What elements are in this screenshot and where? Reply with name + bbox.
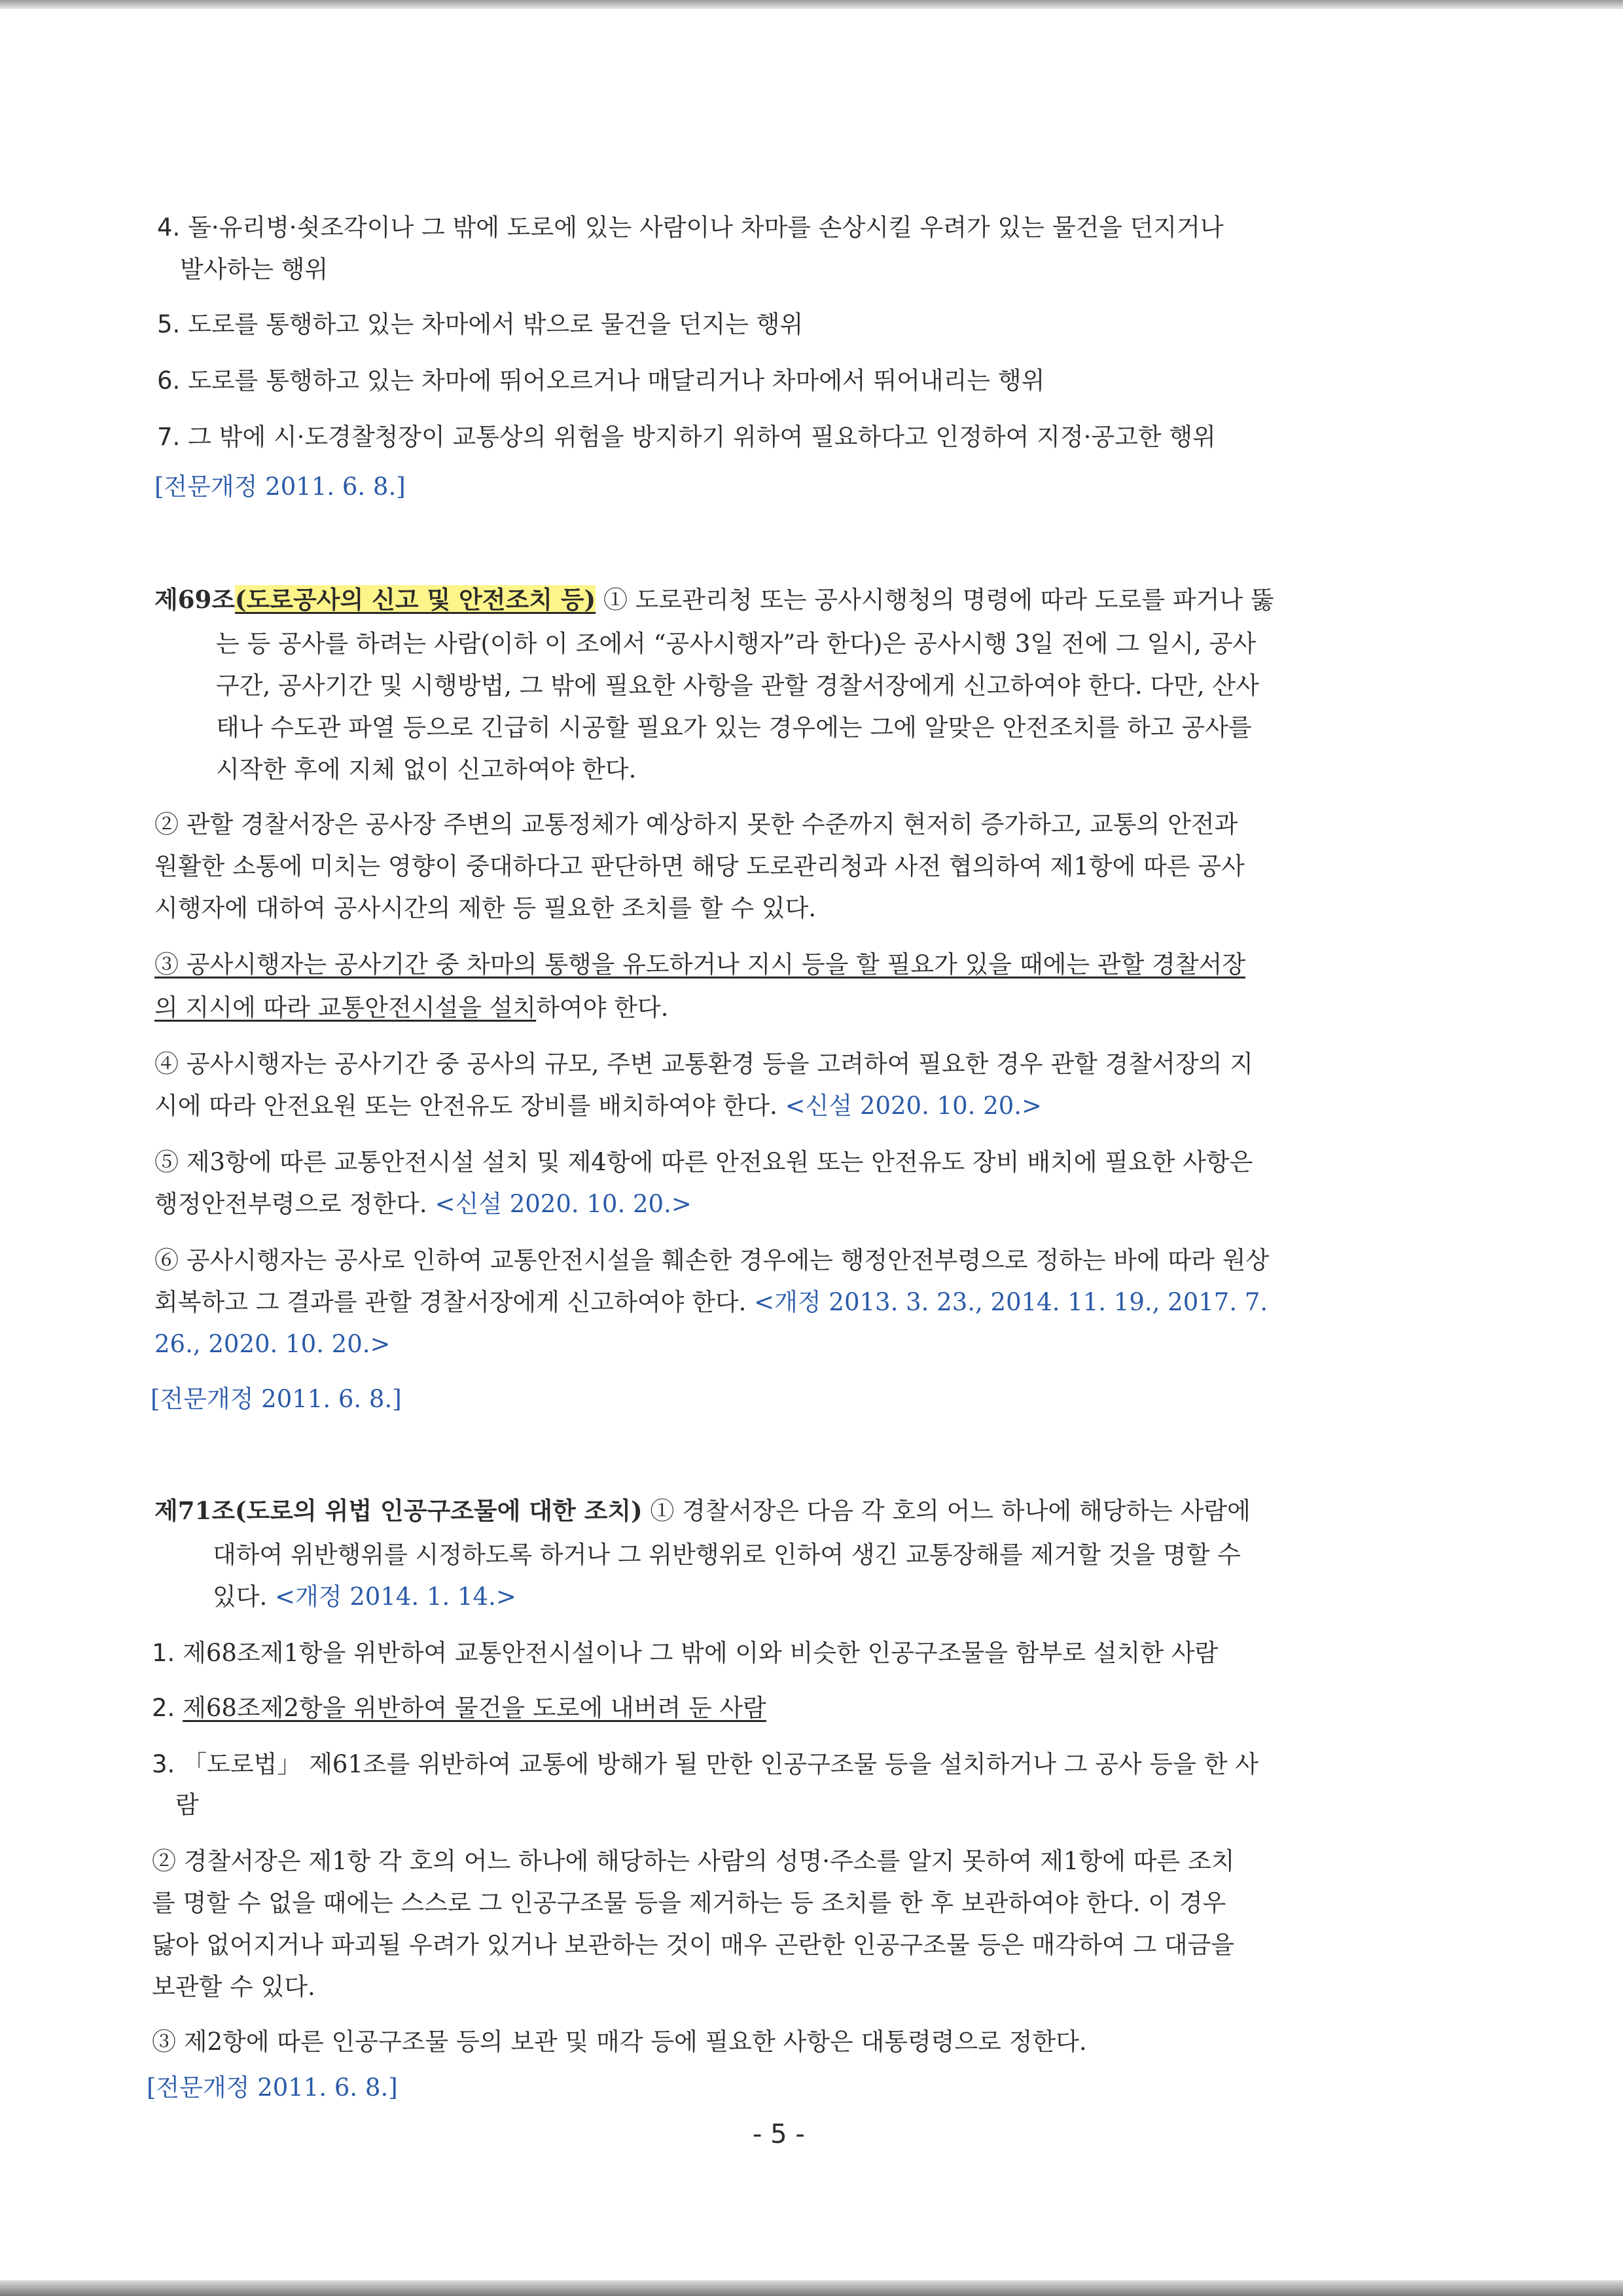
item-number: 1. [152,1639,175,1667]
item-number: 3. [152,1750,175,1778]
article-71-heading [154,1492,1251,1530]
paragraph-text: 행정안전부령으로 정한다. [154,1190,427,1218]
article-69-p5-line1: ⑤ 제3항에 따른 교통안전시설 설치 및 제4항에 따른 안전요원 또는 안전유도 장비 배치에 필요한 사항은 [154,1148,1253,1176]
article-title: (도로의 위법 인공구조물에 대한 조치) [234,1496,643,1525]
article-69-p6-line1: ⑥ 공사시행자는 공사로 인하여 교통안전시설을 훼손한 경우에는 행정안전부령으로 정하는 바에 따라 원상 [154,1246,1270,1274]
article-69-p6-line2 [154,1284,1268,1321]
item-text: 제68조제1항을 위반하여 교통안전시설이나 그 밖에 이와 비슷한 인공구조물을 함부로 설치한 사람 [183,1639,1219,1667]
item-number: 5. [157,310,181,338]
page-number: - 5 - [753,2119,805,2149]
item-text: 도로를 통행하고 있는 차마에서 밖으로 물건을 던지는 행위 [188,310,804,338]
art71-item-1 [152,1635,1218,1672]
amendment-note: <신설 2020. 10. 20.> [785,1092,1043,1120]
article-69-p2-line: ② 관할 경찰서장은 공사장 주변의 교통정체가 예상하지 못한 수준까지 현저히 증가하고, 교통의 안전과 [154,810,1238,838]
article-69-heading [154,581,1274,619]
amendment-note: <개정 2013. 3. 23., 2014. 11. 19., 2017. 7. [754,1288,1268,1316]
paragraph-text: 회복하고 그 결과를 관할 경찰서장에게 신고하여야 한다. [154,1288,747,1316]
paragraph-text: ① 경찰서장은 다음 각 호의 어느 하나에 해당하는 사람에 [650,1497,1251,1525]
article-69-p3-line1: ③ 공사시행자는 공사기간 중 차마의 통행을 유도하거나 지시 등을 할 필요가 있을 때에는 관할 경찰서장 [154,950,1246,978]
article-69-p5-line2 [154,1186,692,1223]
item-number: 2. [152,1694,175,1722]
article-69-p4-line1: ④ 공사시행자는 공사기간 중 공사의 규모, 주변 교통환경 등을 고려하여 필요한 경우 관할 경찰서장의 지 [154,1050,1253,1078]
item-5 [157,306,803,343]
article-69-p1-line: 구간, 공사기간 및 시행방법, 그 밖에 필요한 사항을 관할 경찰서장에게 신고하여야 한다. 다만, 산사 [216,672,1259,700]
bottom-scan-edge [0,2280,1623,2296]
top-scan-edge [0,0,1623,9]
article-71-p1-line: 대하여 위반행위를 시정하도록 하거나 그 위반행위로 인하여 생긴 교통장해를 제거할 것을 명할 수 [213,1541,1241,1569]
underlined-text: 의 지시에 따라 교통안전시설을 설치 [154,994,537,1022]
article-71-p2-line: ② 경찰서장은 제1항 각 호의 어느 하나에 해당하는 사람의 성명·주소를 알지 못하여 제1항에 따른 조치 [152,1847,1235,1875]
item-text: 제68조제2항을 위반하여 물건을 도로에 내버려 둔 사람 [183,1694,766,1722]
article-71-p1-line3 [213,1579,516,1615]
article-71-p3: ③ 제2항에 따른 인공구조물 등의 보관 및 매각 등에 필요한 사항은 대통령령으로 정한다. [152,2028,1087,2056]
article-69-p2-line: 시행자에 대하여 공사시간의 제한 등 필요한 조치를 할 수 있다. [154,894,817,922]
paragraph-text: 하여야 한다. [536,994,669,1022]
paragraph-text: 시에 따라 안전요원 또는 안전유도 장비를 배치하여야 한다. [154,1092,777,1120]
amendment-note: [전문개정 2011. 6. 8.] [154,473,406,501]
article-69-p2-line: 원활한 소통에 미치는 영향이 중대하다고 판단하면 해당 도로관리청과 사전 협의하여 제1항에 따른 공사 [154,852,1245,880]
article-71-p2-line: 닳아 없어지거나 파괴될 우려가 있거나 보관하는 것이 매우 곤란한 인공구조물 등은 매각하여 그 대금을 [152,1931,1235,1959]
paragraph-text: ① 도로관리청 또는 공사시행청의 명령에 따라 도로를 파거나 뚫 [603,586,1274,614]
amendment-note: <개정 2014. 1. 14.> [275,1583,516,1611]
art71-item-3-line2: 람 [175,1791,199,1819]
item-7 [157,419,1216,456]
art71-item-3-line1 [152,1746,1258,1783]
article-number: 제71조 [154,1496,235,1525]
article-71-p2-line: 를 명할 수 없을 때에는 스스로 그 인공구조물 등을 제거하는 등 조치를 한 후 보관하여야 한다. 이 경우 [152,1889,1226,1917]
item-text: 도로를 통행하고 있는 차마에 뛰어오르거나 매달리거나 차마에서 뛰어내리는 행위 [188,367,1045,395]
amendment-note: <신설 2020. 10. 20.> [435,1190,692,1218]
article-69-p1-line: 는 등 공사를 하려는 사람(이하 이 조에서 “공사시행자”라 한다)은 공사시행 3일 전에 그 일시, 공사 [216,630,1257,658]
item-text: 「도로법」 제61조를 위반하여 교통에 방해가 될 만한 인공구조물 등을 설치하거나 그 공사 등을 한 사 [183,1750,1259,1778]
paragraph-text: 있다. [213,1583,268,1611]
article-71-p2-line: 보관할 수 있다. [152,1973,315,2001]
article-69-p3-line2 [154,990,668,1026]
art71-item-2 [152,1690,766,1727]
item-number: 7. [157,423,181,451]
amendment-note: [전문개정 2011. 6. 8.] [151,1385,402,1413]
article-69-p4-line2 [154,1088,1042,1124]
item-4-line1 [157,209,1224,246]
item-text: 돌·유리병·쇳조각이나 그 밖에 도로에 있는 사람이나 차마를 손상시킬 우려가 있는 물건을 던지거나 [188,213,1224,242]
item-text: 그 밖에 시·도경찰청장이 교통상의 위험을 방지하기 위하여 필요하다고 인정하여 지정·공고한 행위 [188,423,1216,451]
amendment-note: 26., 2020. 10. 20.> [154,1330,391,1358]
article-69-p1-line: 태나 수도관 파열 등으로 긴급히 시공할 필요가 있는 경우에는 그에 알맞은 안전조치를 하고 공사를 [216,713,1252,742]
item-number: 4. [157,213,181,242]
item-number: 6. [157,367,181,395]
amendment-note: [전문개정 2011. 6. 8.] [147,2073,398,2102]
article-number: 제69조 [154,585,235,614]
article-title: (도로공사의 신고 및 안전조치 등) [234,585,596,614]
item-6 [157,363,1044,399]
item-4-line2: 발사하는 행위 [180,255,329,283]
article-69-p1-line: 시작한 후에 지체 없이 신고하여야 한다. [216,755,637,783]
